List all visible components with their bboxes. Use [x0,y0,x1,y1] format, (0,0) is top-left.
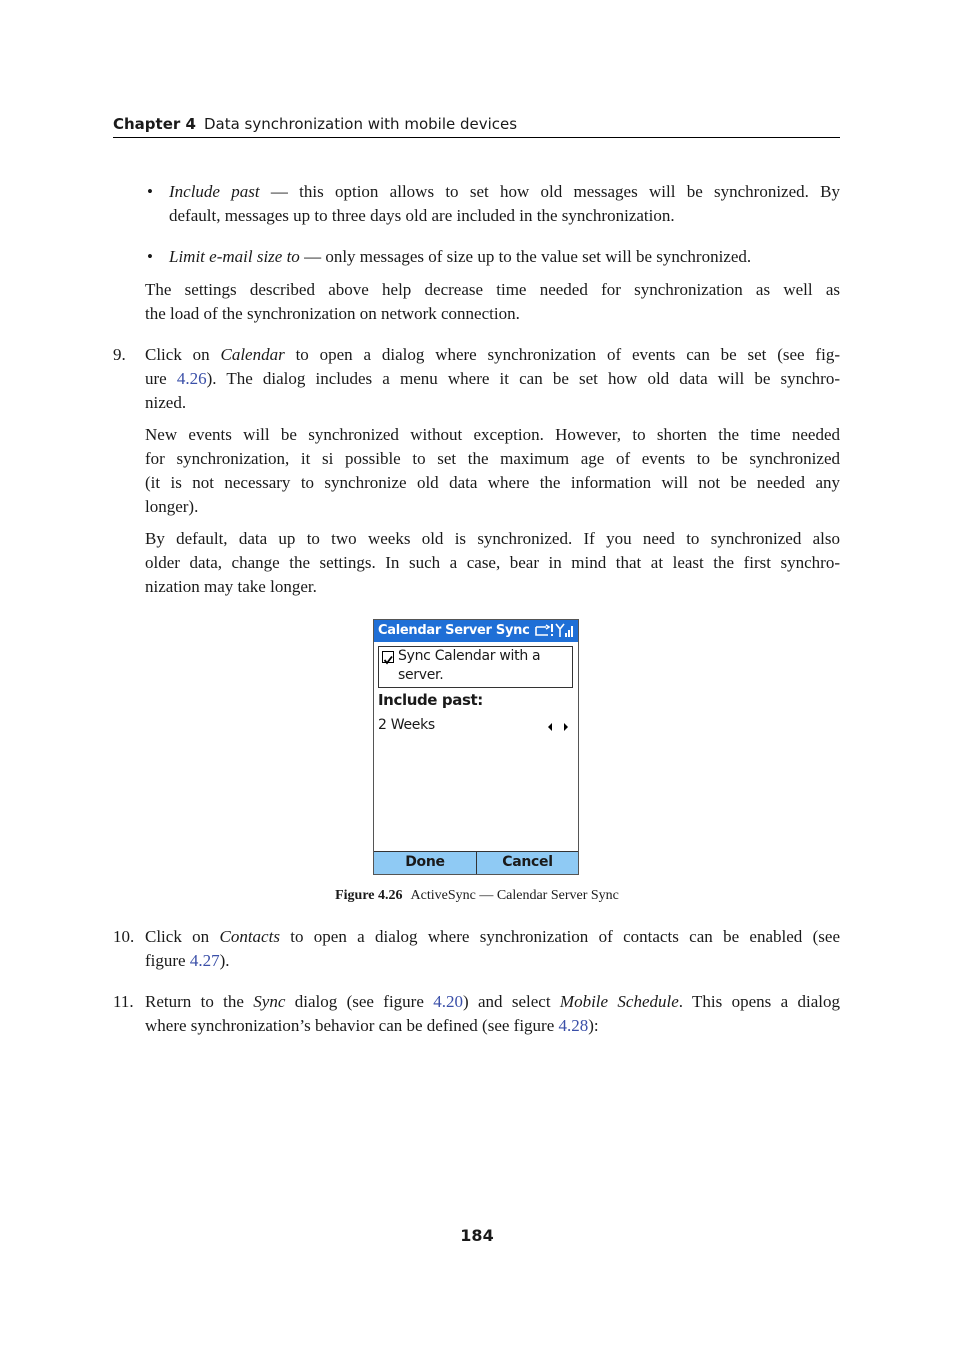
paragraph-default: By default, data up to two weeks old is synchronized. If you need to synchronized also older data, change the settings. In such a case, bear in mind that at least the first synchro- nization may take longer. [145,529,840,596]
phone-screenshot [373,619,579,875]
list-item-11: Return to the Sync dialog (see figure 4.20) and select Mobile Schedule. This opens a dialog where synchronization’s behavior can be defined (see figure 4.28): [145,992,841,1035]
left-right-arrows-icon[interactable] [546,722,570,732]
bullet-marker: • [147,247,153,266]
phone-title-bar [374,620,578,642]
phone-title: Calendar Server Sync [378,623,530,638]
figure-link[interactable]: 4.20 [433,992,463,1011]
paragraph-settings: The settings described above help decrease time needed for synchronization as well as the load of the synchronization on network connection. [145,280,840,323]
list-number: 10. [113,927,135,946]
checkmark-icon [383,655,393,665]
sync-calendar-label: Sync Calendar with a server. [398,648,541,683]
chapter-title: Data synchronization with mobile devices [203,115,518,133]
running-header [113,114,840,138]
figure-label: Figure 4.26 [335,888,403,903]
bullet-limit-size: Limit e-mail size to — only messages of size up to the value set will be synchronized. [169,247,752,266]
soft-key-bar [374,851,578,874]
bullet-term: Limit e-mail size to [169,247,300,266]
bullet-include-past: Include past — this option allows to set how old messages will be synchronized. By default, messages up to three days old are included in the synchronization. [169,182,840,225]
include-past-value[interactable]: 2 Weeks [378,717,435,733]
list-number: 9. [113,345,126,364]
cancel-button[interactable]: Cancel [502,854,553,870]
include-past-label: Include past: [378,691,483,709]
page-number: 184 [460,1226,494,1245]
sync-calendar-option[interactable] [378,646,573,688]
figure-link[interactable]: 4.27 [189,951,220,970]
sync-calendar-checkbox[interactable] [382,651,394,663]
list-number: 11. [113,992,134,1011]
signal-icon [534,623,574,639]
figure-link[interactable]: 4.28 [558,1016,589,1035]
bullet-term: Include past [169,182,260,201]
figure-link[interactable]: 4.26 [176,369,207,388]
bullet-marker: • [147,182,153,201]
chapter-label: Chapter 4 [113,115,196,133]
figure-caption-text: ActiveSync — Calendar Server Sync [410,888,619,903]
list-item-9: Click on Calendar to open a dialog where synchronization of events can be set (see fig- ure 4.26). The dialog includes a menu where it can be set how old data will be synchro- nized. [145,345,840,412]
paragraph-new-events: New events will be synchronized without exception. However, to shorten the time needed for synchronization, it si possible to set the maximum age of events to be synchronized (it is not necessary to synchronize old data where the information will not be needed any longer). [145,425,840,516]
list-item-10: Click on Contacts to open a dialog where synchronization of contacts can be enabled (see figure 4.27). [145,927,840,970]
done-button[interactable]: Done [374,852,477,874]
figure-caption [0,886,954,906]
